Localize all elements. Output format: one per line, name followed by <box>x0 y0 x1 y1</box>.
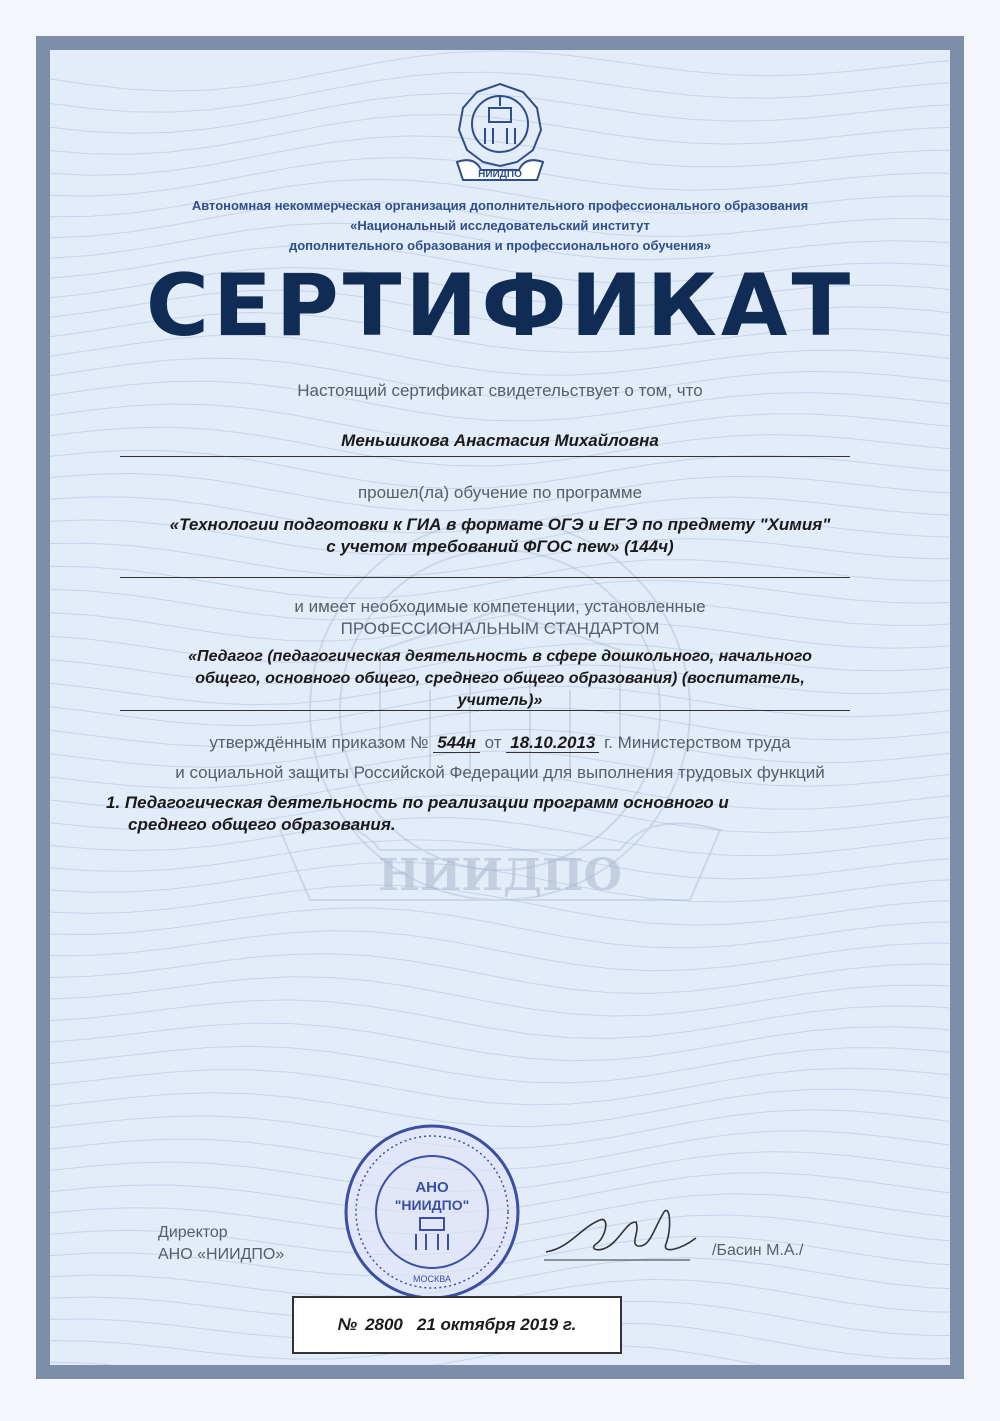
logo-name: НИИДПО <box>478 169 522 180</box>
guilloche-line <box>50 560 950 599</box>
seal-line-1: АНО <box>415 1179 449 1196</box>
guilloche-line <box>50 931 950 971</box>
intro-text: Настоящий сертификат свидетельствует о том, что <box>297 381 703 400</box>
seal-city: МОСКВА <box>413 1274 451 1284</box>
standard-line-2: общего, основного общего, среднего общего образования) (воспитатель, <box>195 670 805 687</box>
order-date: 18.10.2013 <box>506 733 599 753</box>
certificate-number-box <box>292 1296 622 1354</box>
organization-line-1: Автономная некоммерческая организация дополнительного профессионального образования <box>191 198 809 213</box>
order-number: 544н <box>433 733 480 753</box>
guilloche-line <box>50 1023 950 1061</box>
competence-line-2: ПРОФЕССИОНАЛЬНЫМ СТАНДАРТОМ <box>340 619 660 638</box>
order-line-2: и социальной защиты Российской Федерации для выполнения трудовых функций <box>175 763 825 782</box>
standard-line-3: учитель)» <box>457 692 543 709</box>
institute-logo <box>445 78 555 188</box>
director-title-line-1: Директор <box>158 1224 228 1241</box>
certificate-title: СЕРТИФИКАТ <box>145 256 855 356</box>
program-name <box>90 514 910 558</box>
guilloche-line <box>50 1000 950 1039</box>
order-prefix: утверждённым приказом № <box>209 733 429 752</box>
program-line-2: с учетом требований ФГОС new» (144ч) <box>326 537 674 556</box>
seal-line-2: "НИИДПО" <box>394 1197 470 1213</box>
certificate-date: 21 октября 2019 г. <box>416 1315 577 1334</box>
organization-line-2: «Национальный исследовательский институт <box>350 218 650 233</box>
certificate-panel <box>50 50 950 1365</box>
guilloche-line <box>50 1068 950 1105</box>
guilloche-line <box>50 908 950 948</box>
director-title-line-2: АНО «НИИДПО» <box>158 1246 285 1263</box>
competence-text <box>110 596 890 640</box>
organization-name <box>130 196 870 256</box>
name-underline <box>120 456 850 457</box>
order-suffix: г. Министерством труда <box>604 733 791 752</box>
director-title <box>158 1222 284 1266</box>
completed-text: прошел(ла) обучение по программе <box>357 483 643 502</box>
program-underline <box>120 577 850 578</box>
function-line-1: 1. Педагогическая деятельность по реализации программ основного и <box>106 793 729 812</box>
recipient-name: Меньшикова Анастасия Михайловна <box>341 431 659 450</box>
function-line-2: среднего общего образования. <box>128 815 396 834</box>
guilloche-line <box>50 977 950 1016</box>
standard-line-1: «Педагог (педагогическая деятельность в сфере дошкольного, начального <box>188 648 812 665</box>
certificate-number: 2800 <box>365 1315 403 1334</box>
director-signature <box>540 1198 710 1270</box>
professional-standard <box>110 646 890 712</box>
organization-line-3: дополнительного образования и профессионального обучения» <box>288 238 712 253</box>
director-name: /Басин М.А./ <box>712 1242 804 1259</box>
certificate-number-label: № <box>337 1315 358 1334</box>
competence-line-1: и имеет необходимые компетенции, установленные <box>294 597 706 616</box>
order-line <box>90 732 910 754</box>
labor-functions <box>106 792 886 836</box>
guilloche-line <box>50 954 950 994</box>
official-seal <box>342 1122 522 1302</box>
watermark-text: НИИДПО <box>378 850 622 901</box>
standard-underline <box>120 710 850 711</box>
guilloche-line <box>50 1046 950 1083</box>
order-from: от <box>484 733 502 752</box>
program-line-1: «Технологии подготовки к ГИА в формате ОГЭ и ЕГЭ по предмету "Химия" <box>169 515 831 534</box>
